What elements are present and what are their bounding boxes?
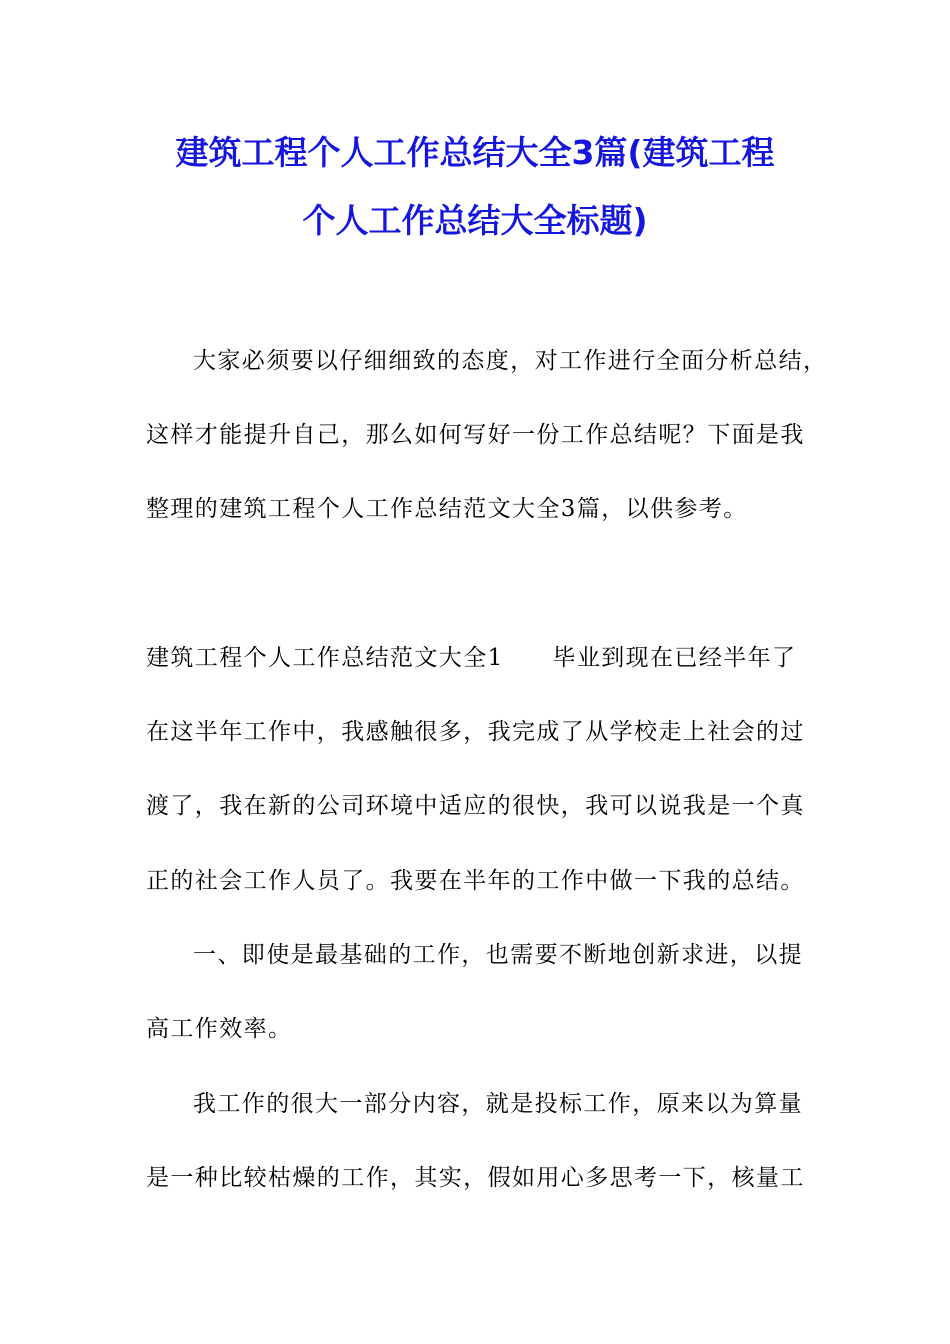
section-heading-line: 建筑工程个人工作总结范文大全1 毕业到现在已经半年了	[146, 645, 797, 671]
body-line: 这样才能提升自己，那么如何写好一份工作总结呢？下面是我	[146, 422, 805, 448]
body-line: 大家必须要以仔细细致的态度，对工作进行全面分析总结，	[193, 348, 828, 374]
document-title-line-2: 个人工作总结大全标题)	[302, 201, 648, 240]
body-line: 我工作的很大一部分内容，就是投标工作，原来以为算量	[193, 1091, 803, 1117]
body-line: 高工作效率。	[146, 1016, 293, 1042]
body-line: 正的社会工作人员了。我要在半年的工作中做一下我的总结。	[146, 868, 805, 894]
body-line: 是一种比较枯燥的工作，其实，假如用心多思考一下，核量工	[146, 1165, 805, 1191]
body-line: 渡了，我在新的公司环境中适应的很快，我可以说我是一个真	[146, 793, 805, 819]
body-line: 在这半年工作中，我感触很多，我完成了从学校走上社会的过	[146, 719, 805, 745]
body-line: 一、即使是最基础的工作，也需要不断地创新求进，以提	[193, 942, 803, 968]
document-title-line-1: 建筑工程个人工作总结大全3篇(建筑工程	[175, 133, 775, 172]
body-line: 整理的建筑工程个人工作总结范文大全3篇，以供参考。	[146, 496, 748, 522]
